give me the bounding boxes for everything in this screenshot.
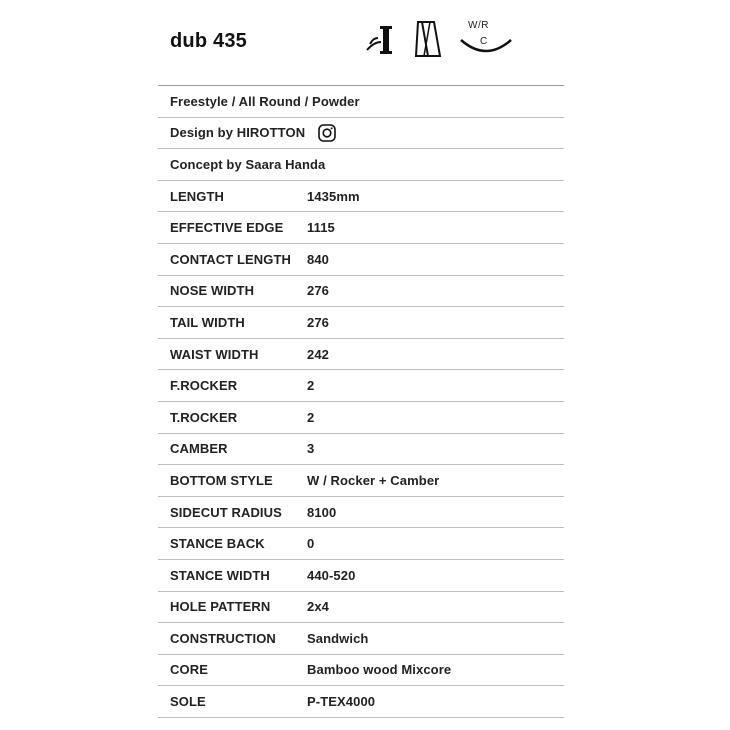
concept-text: Concept by Saara Handa xyxy=(170,156,326,172)
spec-row xyxy=(158,181,564,213)
spec-row xyxy=(158,686,564,718)
spec-label: HOLE PATTERN xyxy=(170,599,271,615)
instagram-icon[interactable] xyxy=(318,124,336,142)
spec-label: F.ROCKER xyxy=(170,378,238,394)
spec-value: Sandwich xyxy=(307,630,369,646)
spec-value: 2 xyxy=(307,378,315,394)
spec-label: SOLE xyxy=(170,694,206,710)
spec-value: 242 xyxy=(307,346,329,362)
spec-row xyxy=(158,402,564,434)
spec-value: 1115 xyxy=(307,220,335,236)
spec-value: 2x4 xyxy=(307,599,329,615)
designer-text: Design by HIROTTON xyxy=(170,125,306,141)
spec-label: NOSE WIDTH xyxy=(170,283,255,299)
spec-value: 0 xyxy=(307,536,315,552)
spec-row xyxy=(158,560,564,592)
wr-label: W/R xyxy=(468,20,489,31)
spec-row xyxy=(158,497,564,529)
spec-label: CONTACT LENGTH xyxy=(170,251,292,267)
spec-row xyxy=(158,244,564,276)
spec-rows xyxy=(158,181,564,718)
spec-value: 2 xyxy=(307,409,315,425)
info-row-designer xyxy=(158,118,564,150)
spec-label: STANCE BACK xyxy=(170,536,265,552)
spec-row xyxy=(158,465,564,497)
spec-value: 840 xyxy=(307,251,329,267)
spec-row xyxy=(158,307,564,339)
spec-row xyxy=(158,655,564,687)
spec-table xyxy=(158,85,564,718)
category-text: Freestyle / All Round / Powder xyxy=(170,93,360,109)
spec-label: EFFECTIVE EDGE xyxy=(170,220,284,236)
spec-value: 8100 xyxy=(307,504,337,520)
spec-row xyxy=(158,528,564,560)
spec-value: 3 xyxy=(307,441,315,457)
spec-row xyxy=(158,212,564,244)
spec-label: LENGTH xyxy=(170,188,225,204)
spec-value: 1435mm xyxy=(307,188,360,204)
c-label: C xyxy=(480,36,488,47)
spec-value: Bamboo wood Mixcore xyxy=(307,662,452,678)
spec-value: 276 xyxy=(307,314,329,330)
spec-label: T.ROCKER xyxy=(170,409,238,425)
spec-label: WAIST WIDTH xyxy=(170,346,259,362)
spec-label: CONSTRUCTION xyxy=(170,630,276,646)
spec-value: 276 xyxy=(307,283,329,299)
spec-label: STANCE WIDTH xyxy=(170,567,270,583)
spec-row xyxy=(158,623,564,655)
spec-label: CAMBER xyxy=(170,441,228,457)
spec-value: P-TEX4000 xyxy=(307,694,376,710)
spec-value: W / Rocker + Camber xyxy=(307,472,440,488)
spec-label: TAIL WIDTH xyxy=(170,314,245,330)
sidecut-shape-icon xyxy=(410,16,444,60)
spec-row xyxy=(158,339,564,371)
spec-row xyxy=(158,434,564,466)
product-title: dub 435 xyxy=(170,30,247,52)
spec-label: BOTTOM STYLE xyxy=(170,472,273,488)
spec-row xyxy=(158,592,564,624)
info-row-category xyxy=(158,86,564,118)
info-row-concept xyxy=(158,149,564,181)
spec-row xyxy=(158,370,564,402)
bamboo-core-icon xyxy=(364,16,398,60)
spec-label: SIDECUT RADIUS xyxy=(170,504,282,520)
spec-label: CORE xyxy=(170,662,208,678)
spec-value: 440-520 xyxy=(307,567,356,583)
spec-row xyxy=(158,276,564,308)
